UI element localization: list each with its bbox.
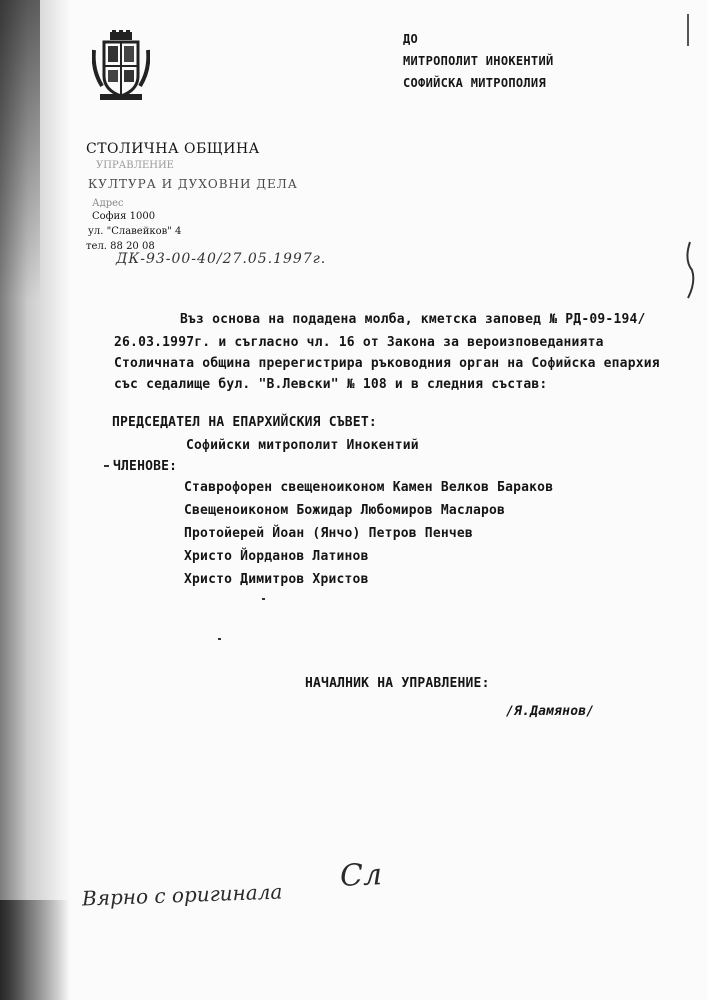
scan-speck (104, 465, 109, 467)
recipient-office: СОФИЙСКА МИТРОПОЛИЯ (403, 76, 546, 90)
member-item: Свещеноиконом Божидар Любомиров Масларов (184, 503, 506, 518)
scan-shadow-top (0, 0, 40, 300)
paragraph-line-4: със седалище бул. "В.Левски" № 108 и в следния състав: (114, 377, 548, 392)
margin-mark-icon (680, 240, 700, 300)
coat-of-arms-icon (92, 30, 150, 102)
scan-speck (262, 598, 265, 600)
address-city: София 1000 (92, 211, 156, 222)
recipient-name: МИТРОПОЛИТ ИНОКЕНТИЙ (403, 54, 554, 68)
paragraph-line-3: Столичната община пререгистрира ръководния орган на Софийска епархия (114, 356, 660, 371)
paragraph-line-1: Въз основа на подадена молба, кметска заповед № РД-09-194/ (180, 312, 646, 327)
member-item: Христо Димитров Христов (184, 572, 369, 587)
reference-number: ДК-93-00-40/27.05.1997г. (116, 251, 327, 267)
faded-line: УПРАВЛЕНИЕ (96, 160, 174, 171)
member-item: Христо Йорданов Латинов (184, 549, 369, 564)
members-heading: ЧЛЕНОВЕ: (113, 459, 178, 474)
scan-speck (218, 638, 221, 640)
margin-mark-top-icon (678, 10, 698, 50)
phone: тел. 88 20 08 (86, 241, 155, 252)
address-caption: Адрес (92, 198, 124, 209)
address-street: ул. "Славейков" 4 (88, 226, 182, 237)
chairman-heading: ПРЕДСЕДАТЕЛ НА ЕПАРХИЙСКИЯ СЪВЕТ: (112, 415, 377, 430)
department-name: КУЛТУРА И ДУХОВНИ ДЕЛА (88, 177, 298, 191)
handwritten-certification: Вярно с оригинала (81, 879, 283, 911)
handwritten-initials: Сл (339, 857, 383, 894)
organization-name: СТОЛИЧНА ОБЩИНА (86, 141, 260, 157)
paragraph-line-2: 26.03.1997г. и съгласно чл. 16 от Закона за вероизповеданията (114, 335, 604, 350)
chairman-name: Софийски митрополит Инокентий (186, 438, 419, 453)
member-item: Протойерей Йоан (Янчо) Петров Пенчев (184, 526, 473, 541)
signature-name: /Я.Дамянов/ (506, 704, 595, 719)
member-item: Ставрофорен свещеноиконом Камен Велков Бараков (184, 480, 554, 495)
signature-title: НАЧАЛНИК НА УПРАВЛЕНИЕ: (305, 676, 490, 691)
scan-shadow-corner (0, 900, 70, 1000)
recipient-to: ДО (403, 32, 419, 46)
